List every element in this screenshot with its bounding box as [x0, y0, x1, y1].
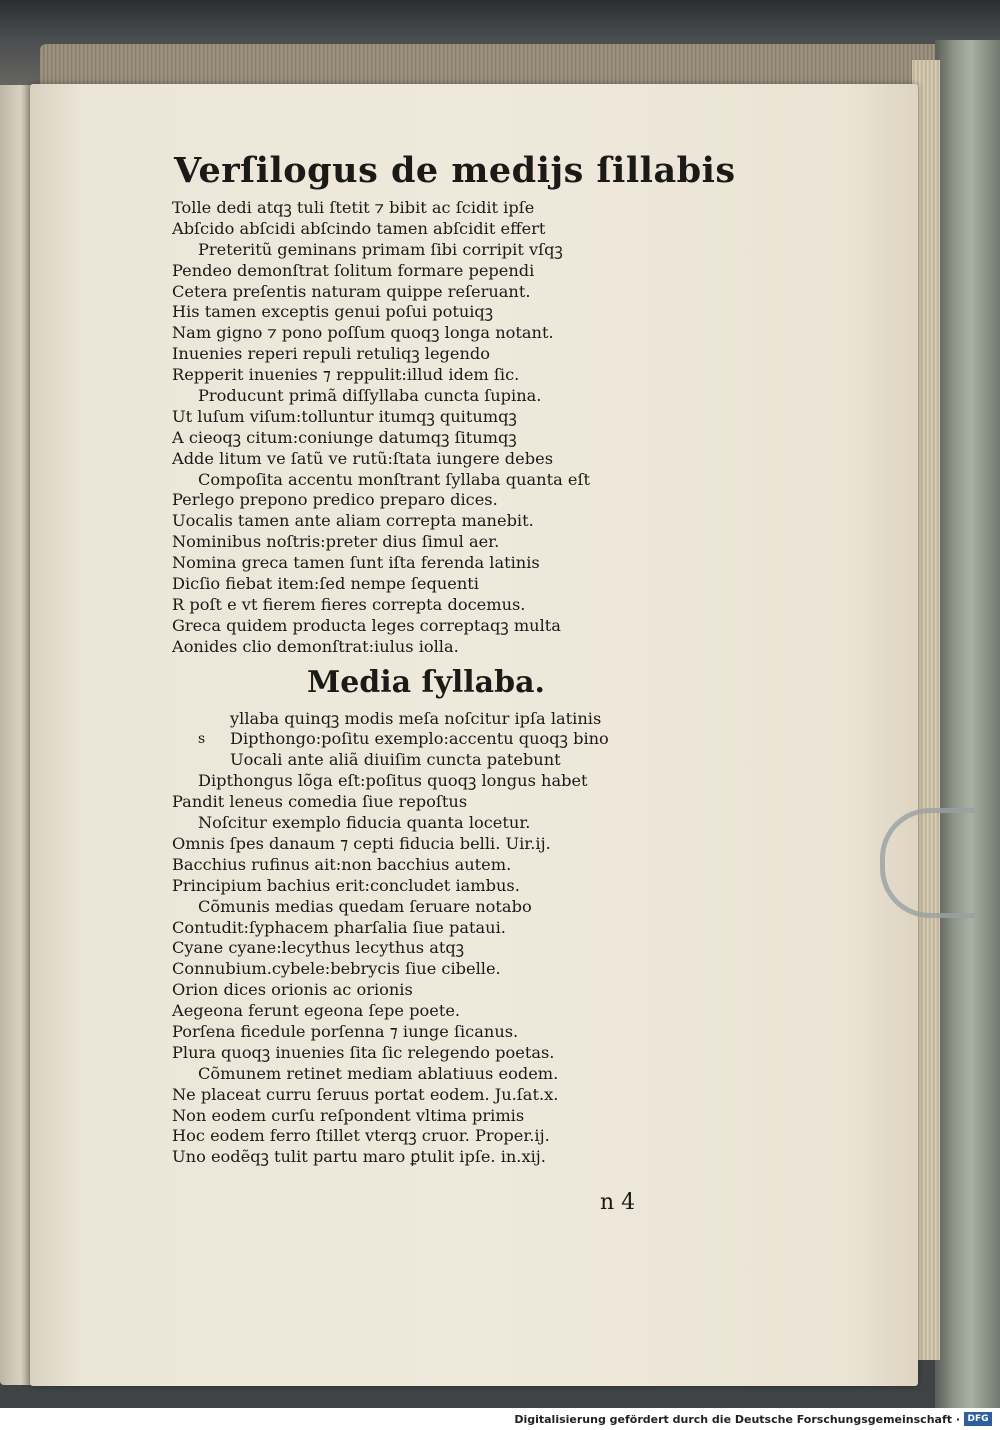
page-clip	[880, 808, 975, 918]
verse-line: Porſena ficedule porſenna ⁊ iunge ſicanus.	[172, 1021, 519, 1041]
verse-line: Omnis ſpes danaum ⁊ cepti fiducia belli. Uir.ij.	[172, 833, 551, 853]
verse-line: Connubium.cybele:bebrycis ſiue cibelle.	[172, 959, 501, 979]
verse-line: Abſcido abſcidi abſcindo tamen abſcidit effert	[172, 218, 546, 238]
verse-line: Cetera preſentis naturam quippe reſeruant.	[172, 281, 531, 301]
left-page-edge	[0, 85, 34, 1385]
verse-line: Inuenies reperi repuli retuliqꝫ legendo	[172, 344, 490, 364]
verse-line: R poſt e vt fierem fieres correpta docemus.	[172, 594, 526, 614]
verse-line	[172, 729, 712, 750]
verse-line: Uocali ante aliã diuiſim cuncta patebunt	[230, 750, 561, 770]
verse-line: Nam gigno ⁊ pono poſſum quoqꝫ longa notant.	[172, 323, 554, 343]
verse-line: Non eodem curſu reſpondent vltima primis	[172, 1105, 525, 1125]
verse-line-text: Dipthongo:poſitu exemplo:accentu quoqꝫ bino	[230, 729, 609, 749]
verse-line: Pendeo demonſtrat ſolitum formare pependi	[172, 260, 535, 280]
verse-line	[172, 709, 712, 730]
verse-line: Aonides clio demonſtrat:iulus iolla.	[172, 636, 459, 656]
page-title: Verſilogus de medijs ſillabis	[174, 150, 736, 191]
verse-line: Repperit inuenies ⁊ reppulit:illud idem ſic.	[172, 365, 520, 385]
verse-line: Ut luſum viſum:tolluntur itumqꝫ quitumqꝫ	[172, 406, 517, 426]
verse-line: Producunt primã diſſyllaba cuncta ſupina.	[198, 386, 542, 406]
verse-line: Uocalis tamen ante aliam correpta manebit.	[172, 511, 534, 531]
verse-line: Preteritũ geminans primam ſibi corripit vſqꝫ	[198, 239, 563, 259]
verse-line-text: yllaba quinqꝫ modis meſa noſcitur ipſa latinis	[230, 708, 602, 728]
verse-line: Nomina greca tamen ſunt iſta ferenda latinis	[172, 553, 540, 573]
funding-credit: Digitalisierung gefördert durch die Deutsche Forschungsgemeinschaft ·	[514, 1413, 960, 1426]
verse-line: Pandit leneus comedia ſiue repoſtus	[172, 792, 468, 812]
verse-section-a	[172, 198, 712, 658]
verse-line: A cieoqꝫ citum:coniunge datumqꝫ ſitumqꝫ	[172, 427, 517, 447]
verse-line: Tolle dedi atqꝫ tuli ſtetit ⁊ bibit ac ſcidit ipſe	[172, 198, 535, 217]
verse-line: Cõmunis medias quedam ſeruare notabo	[198, 896, 532, 916]
verse-line: Hoc eodem ferro ſtillet vterqꝫ cruor. Proper.ij.	[172, 1126, 550, 1146]
verse-line: Nominibus noſtris:preter dius ſimul aer.	[172, 532, 500, 552]
book-cover-right	[935, 40, 1000, 1408]
verse-line: Compoſita accentu monſtrant ſyllaba quanta eſt	[198, 469, 590, 489]
verse-line: Plura quoqꝫ inuenies ſita ſic relegendo poetas.	[172, 1042, 555, 1062]
verse-line: Greca quidem producta leges correptaqꝫ multa	[172, 615, 561, 635]
signature-mark: n 4	[600, 1190, 636, 1215]
verse-line: Cyane cyane:lecythus lecythus atqꝫ	[172, 938, 464, 958]
section-heading: Media ſyllaba.	[307, 664, 545, 700]
verse-line: Uno eodẽqꝫ tulit partu maro ꝑtulit ipſe. in.xij.	[172, 1147, 546, 1167]
verse-line: Ne placeat curru ſeruus portat eodem. Ju.ſat.x.	[172, 1084, 559, 1104]
verse-line: Contudit:ſyphacem pharſalia ſiue pataui.	[172, 917, 506, 937]
verse-line: His tamen exceptis genui poſui potuiqꝫ	[172, 302, 494, 322]
verse-line: Orion dices orionis ac orionis	[172, 980, 413, 1000]
verse-line: Cõmunem retinet mediam ablatiuus eodem.	[198, 1063, 559, 1083]
verse-line: Bacchius rufinus ait:non bacchius autem.	[172, 854, 512, 874]
verse-line: Principium bachius erit:concludet iambus.	[172, 875, 520, 895]
verse-line: Noſcitur exemplo fiducia quanta locetur.	[198, 813, 531, 833]
dfg-logo-icon: DFG	[964, 1412, 992, 1426]
text-block	[172, 150, 736, 1168]
verse-section-b	[172, 709, 712, 1169]
verse-line: Perlego prepono predico preparo dices.	[172, 490, 498, 510]
guide-initial: s	[198, 731, 206, 748]
footer-bar	[0, 1408, 1000, 1430]
verse-line: Dicſio fiebat item:ſed nempe ſequenti	[172, 574, 479, 594]
verse-line: Dipthongus lõga eſt:poſitus quoqꝫ longus habet	[198, 771, 588, 791]
verse-line: Aegeona ferunt egeona ſepe poete.	[172, 1001, 461, 1021]
verse-line: Adde litum ve ſatũ ve rutũ:ſtata iungere debes	[172, 448, 553, 468]
